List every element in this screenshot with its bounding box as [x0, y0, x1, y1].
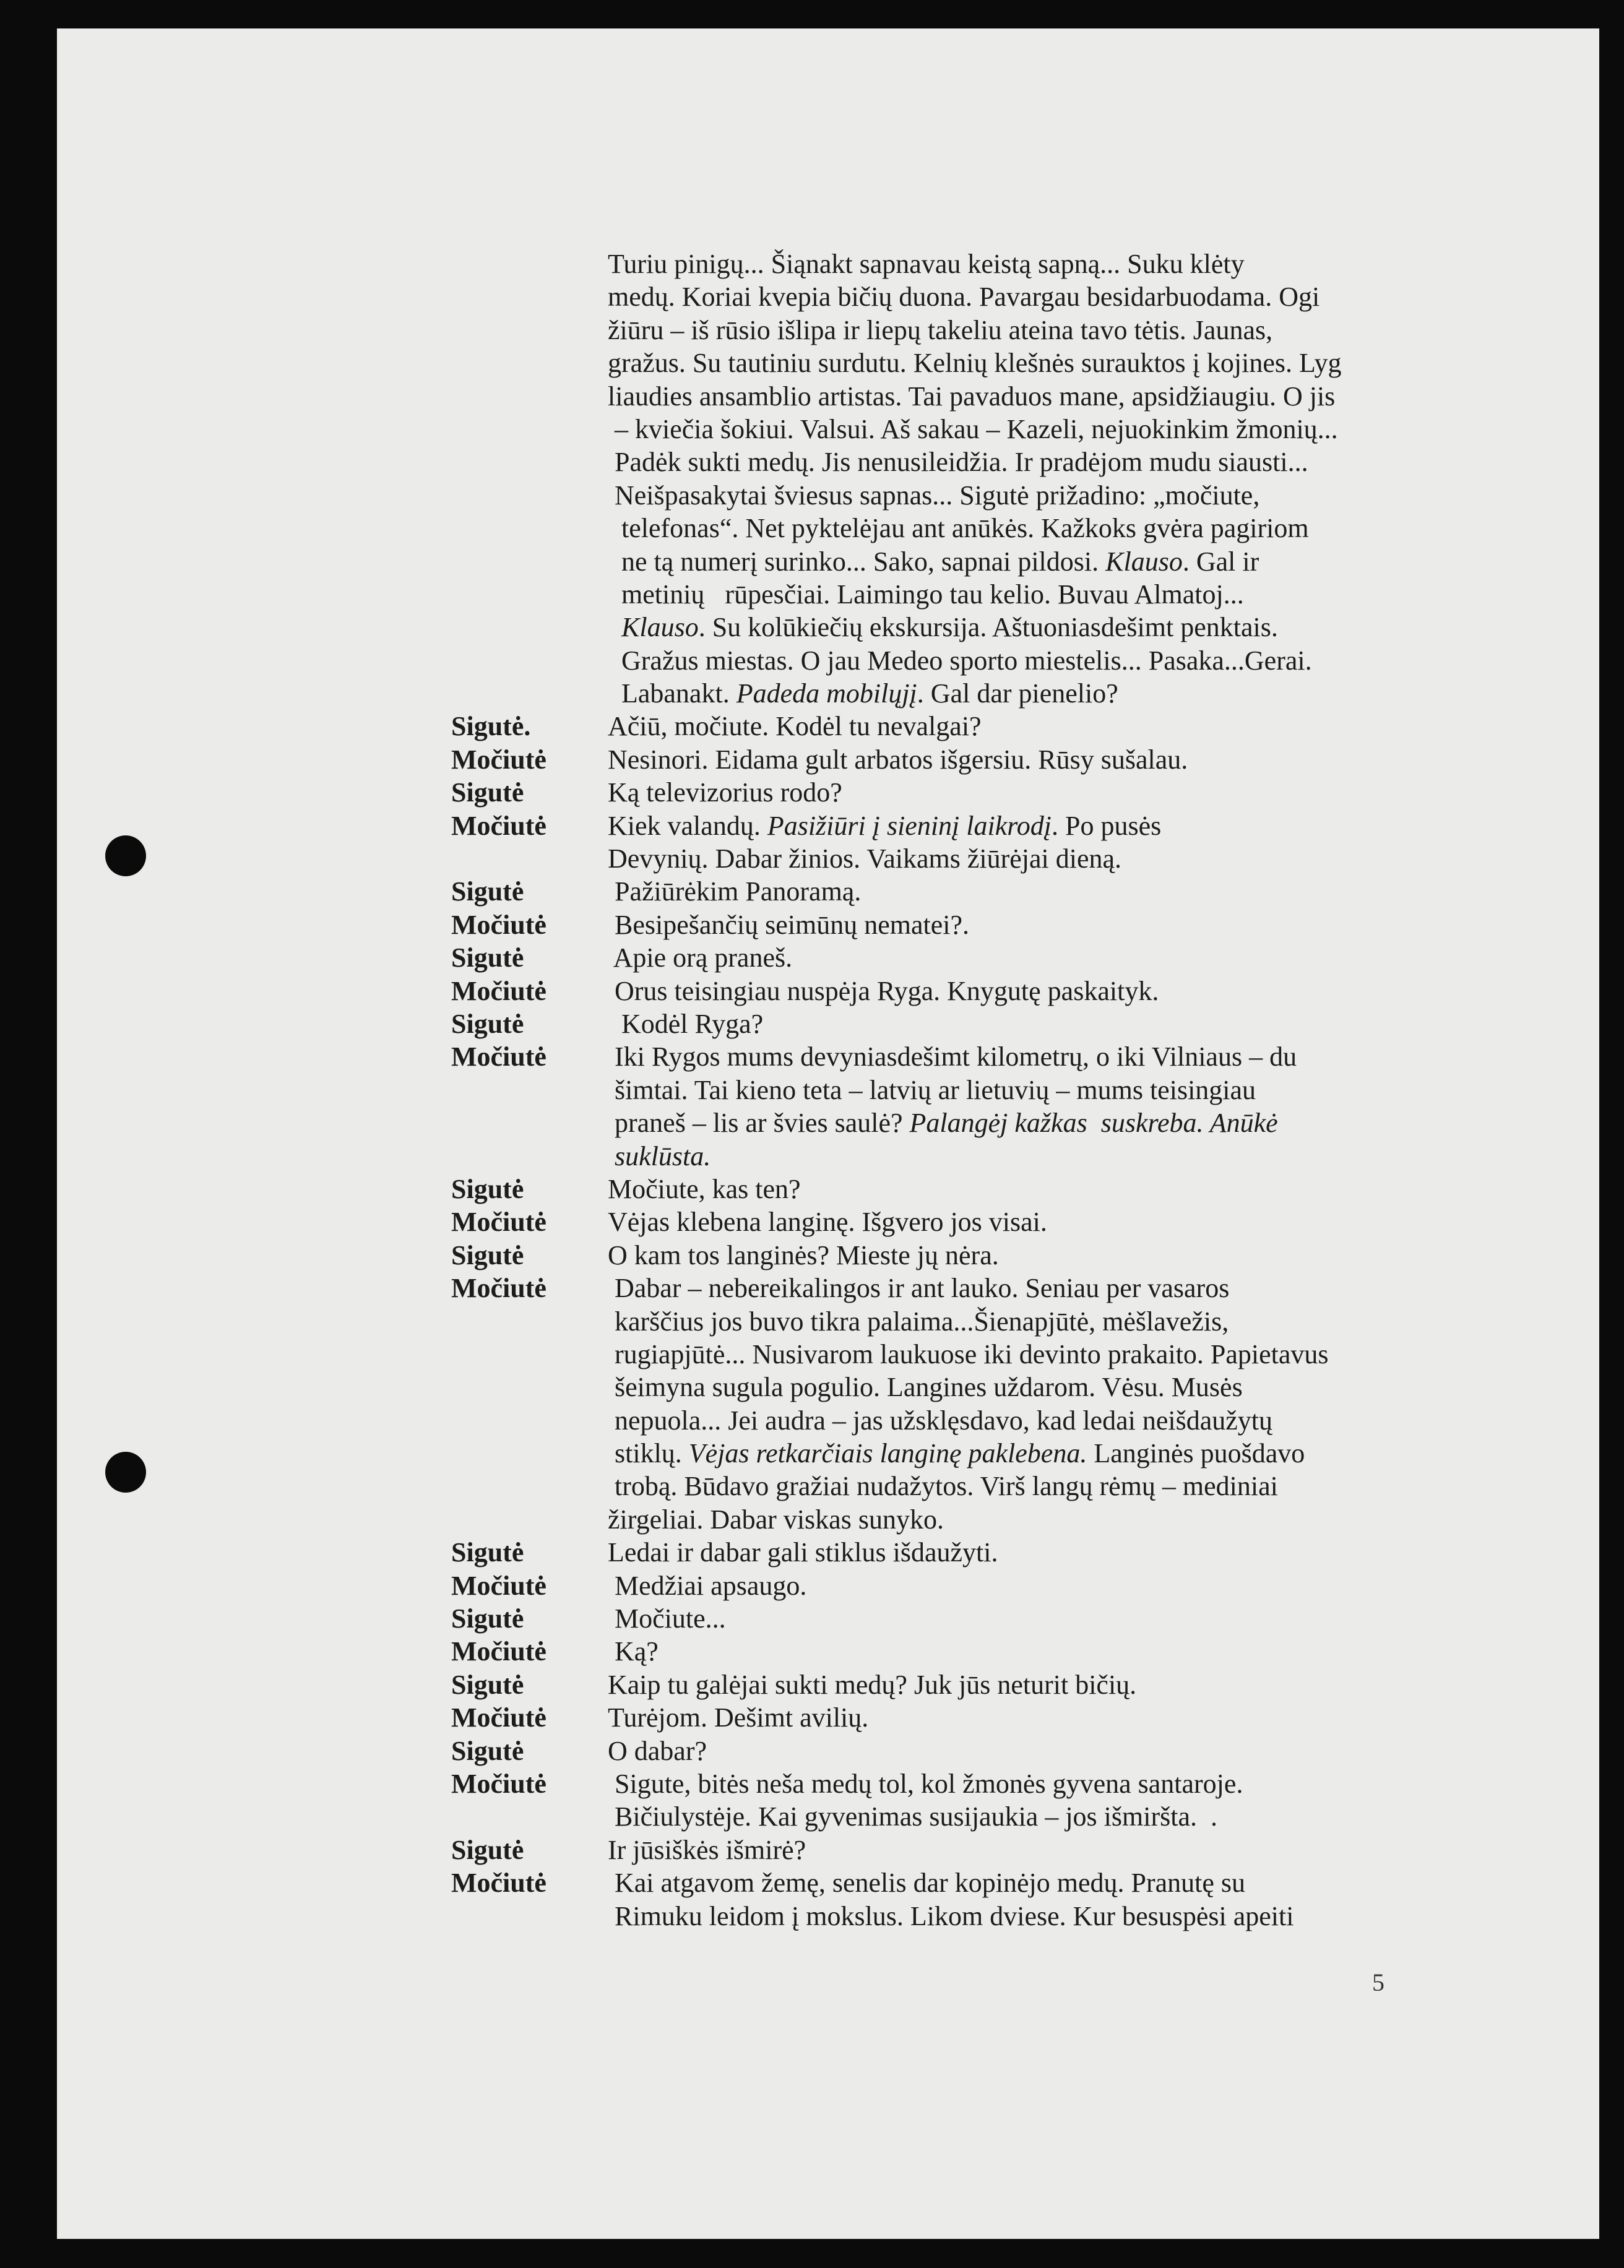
dialogue-line: [57, 1668, 1599, 1701]
text-line: [57, 644, 1599, 677]
dialogue-line: [57, 975, 1599, 1007]
speaker-name: Sigutė: [451, 1008, 524, 1039]
dialogue-line: [57, 743, 1599, 776]
text-segment: Padėk sukti medų. Jis nenusileidžia. Ir pradėjom mudu siausti...: [608, 447, 1308, 478]
line-text: [608, 1371, 1243, 1403]
line-text: [608, 1040, 1297, 1073]
line-text: [608, 280, 1320, 313]
text-segment: Ir jūsiškės išmirė?: [608, 1834, 806, 1865]
line-text: [608, 1173, 801, 1205]
speaker-name: Močiutė: [451, 1207, 546, 1238]
text-line: [57, 611, 1599, 644]
line-text: [608, 1536, 998, 1569]
text-line: [57, 1338, 1599, 1371]
dialogue-line: [57, 1834, 1599, 1866]
dialogue-line: [57, 1239, 1599, 1272]
text-segment: karščius jos buvo tikra palaima...Šienapjūtė, mėšlavežis,: [608, 1306, 1229, 1337]
text-segment: Nesinori. Eidama gult arbatos išgersiu. Rūsy sušalau.: [608, 744, 1188, 775]
line-text: [608, 941, 792, 974]
text-segment: žiūru – iš rūsio išlipa ir liepų takeliu ateina tavo tėtis. Jaunas,: [608, 314, 1273, 345]
speaker-name: Sigutė: [451, 1173, 524, 1204]
text-line: [57, 1106, 1599, 1139]
text-segment: O dabar?: [608, 1735, 707, 1766]
speaker-name: Sigutė: [451, 1735, 524, 1766]
text-line: [57, 1437, 1599, 1470]
text-segment: metinių rūpesčiai. Laimingo tau kelio. Buvau Almatoj...: [608, 579, 1244, 610]
line-text: [608, 545, 1259, 578]
speaker-name: Sigutė: [451, 1603, 524, 1634]
text-segment: trobą. Būdavo gražiai nudažytos. Virš langų rėmų – mediniai: [608, 1471, 1278, 1502]
text-line: [57, 512, 1599, 545]
line-text: [608, 1305, 1229, 1338]
text-segment: Bičiulystėje. Kai gyvenimas susijaukia – jos išmiršta. .: [608, 1801, 1217, 1832]
line-text: [608, 776, 842, 809]
line-text: [608, 1470, 1278, 1503]
text-segment: nepuola... Jei audra – jas užsklęsdavo, kad ledai neišdaužytų: [608, 1405, 1273, 1436]
speaker-name: Močiutė: [451, 1570, 546, 1601]
dialogue-line: [57, 1866, 1599, 1899]
stage-direction: Padeda mobilųjį: [736, 678, 917, 709]
line-text: [608, 1900, 1294, 1933]
text-segment: rugiapjūtė... Nusivarom laukuose iki devinto prakaito. Papietavus: [608, 1339, 1329, 1369]
line-text: [608, 842, 1121, 875]
line-text: [608, 611, 1278, 644]
text-segment: gražus. Su tautiniu surdutu. Kelnių klešnės surauktos į kojines. Lyg: [608, 348, 1342, 379]
text-segment: Gražus miestas. O jau Medeo sporto miestelis... Pasaka...Gerai.: [608, 645, 1312, 676]
text-line: [57, 578, 1599, 611]
text-segment: Turiu pinigų... Šiąnakt sapnavau keistą sapną... Suku klėty: [608, 249, 1245, 279]
text-line: [57, 1900, 1599, 1933]
text-line: [57, 1404, 1599, 1437]
line-text: [608, 743, 1188, 776]
speaker-name: Močiutė: [451, 1636, 546, 1667]
text-segment: Devynių. Dabar žinios. Vaikams žiūrėjai dieną.: [608, 843, 1122, 874]
text-line: [57, 1305, 1599, 1338]
speaker-name: Močiutė: [451, 1041, 546, 1072]
text-segment: šimtai. Tai kieno teta – latvių ar lietuvių – mums teisingiau: [608, 1074, 1256, 1105]
line-text: [608, 1106, 1278, 1139]
line-text: [608, 248, 1245, 280]
speaker-name: Sigutė.: [451, 711, 531, 742]
dialogue-line: [57, 1569, 1599, 1602]
dialogue-line: [57, 1040, 1599, 1073]
text-segment: – kviečia šokiui. Valsui. Aš sakau – Kazeli, nejuokinkim žmonių...: [608, 413, 1338, 444]
dialogue-line: [57, 1735, 1599, 1767]
line-text: [608, 1834, 806, 1866]
text-segment: Iki Rygos mums devyniasdešimt kilometrų, o iki Vilniaus – du: [608, 1041, 1297, 1072]
dialogue-line: [57, 941, 1599, 974]
text-line: [57, 1800, 1599, 1833]
text-segment: ne tą numerį surinko... Sako, sapnai pildosi.: [608, 546, 1106, 577]
text-line: [57, 280, 1599, 313]
line-text: [608, 1272, 1229, 1304]
line-text: [608, 809, 1161, 842]
text-segment: Ką televizorius rodo?: [608, 777, 842, 808]
text-segment: . Su kolūkiečių ekskursija. Aštuoniasdešimt penktais.: [698, 612, 1278, 643]
stage-direction: Klauso: [621, 612, 699, 643]
speaker-name: Močiutė: [451, 1702, 546, 1733]
stage-direction: suklūsta.: [615, 1140, 711, 1171]
line-text: [608, 413, 1338, 446]
line-text: [608, 314, 1272, 347]
text-segment: . Gal ir: [1182, 546, 1259, 577]
text-line: [57, 677, 1599, 710]
text-line: [57, 248, 1599, 280]
speaker-name: Sigutė: [451, 1834, 524, 1865]
stage-direction: Klauso: [1105, 546, 1183, 577]
text-segment: žirgeliai. Dabar viskas sunyko.: [608, 1504, 944, 1535]
text-segment: Ką?: [608, 1636, 659, 1667]
line-text: [608, 1338, 1329, 1371]
line-text: [608, 479, 1259, 512]
text-segment: Turėjom. Dešimt avilių.: [608, 1702, 869, 1733]
speaker-name: Sigutė: [451, 942, 524, 973]
text-line: [57, 446, 1599, 478]
text-segment: Kodėl Ryga?: [608, 1008, 764, 1039]
text-segment: Ačiū, močiute. Kodėl tu nevalgai?: [608, 711, 982, 742]
text-segment: Močiute...: [608, 1603, 726, 1634]
text-segment: medų. Koriai kvepia bičių duona. Pavargau besidarbuodama. Ogi: [608, 282, 1320, 313]
speaker-name: Sigutė: [451, 777, 524, 808]
text-line: [57, 1140, 1599, 1173]
dialogue-line: [57, 875, 1599, 908]
text-segment: . Po pusės: [1051, 810, 1162, 841]
page-number: 5: [1372, 1968, 1384, 1996]
line-text: [608, 710, 982, 743]
text-line: [57, 1371, 1599, 1403]
dialogue-line: [57, 809, 1599, 842]
text-segment: Langinės puošdavo: [1087, 1438, 1305, 1469]
stage-direction: Vėjas retkarčiais langinę paklebena.: [688, 1438, 1087, 1469]
line-text: [608, 1735, 707, 1767]
speaker-name: Sigutė: [451, 876, 524, 907]
line-text: [608, 512, 1309, 545]
text-segment: Apie orą praneš.: [608, 942, 793, 973]
dialogue-line: [57, 1701, 1599, 1734]
line-text: [608, 380, 1335, 413]
text-segment: . Gal dar pienelio?: [917, 678, 1118, 709]
text-line: [57, 314, 1599, 347]
text-segment: [608, 1141, 615, 1171]
text-segment: Kai atgavom žemę, senelis dar kopinėjo medų. Pranutę su: [608, 1868, 1246, 1899]
text-segment: telefonas“. Net pyktelėjau ant anūkės. Kažkoks gvėra pagiriom: [608, 513, 1309, 544]
line-text: [608, 446, 1308, 478]
text-segment: Sigute, bitės neša medų tol, kol žmonės gyvena santaroje.: [608, 1768, 1243, 1799]
text-segment: Kaip tu galėjai sukti medų? Juk jūs neturit bičių.: [608, 1669, 1137, 1700]
line-text: [608, 1635, 659, 1668]
line-text: [608, 1569, 806, 1602]
text-segment: stiklų.: [608, 1438, 689, 1469]
line-text: [608, 1701, 868, 1734]
text-line: [57, 380, 1599, 413]
line-text: [608, 677, 1118, 710]
speaker-name: Sigutė: [451, 1240, 524, 1270]
text-segment: Besipešančių seimūnų nematei?.: [608, 909, 970, 940]
text-segment: Pažiūrėkim Panoramą.: [608, 876, 862, 907]
line-text: [608, 1140, 710, 1173]
stage-direction: Pasižiūri į sieninį laikrodį: [767, 810, 1052, 841]
text-segment: Vėjas klebena langinę. Išgvero jos visai.: [608, 1207, 1047, 1238]
speaker-name: Močiutė: [451, 975, 546, 1006]
stage-direction: Palangėj kažkas suskreba. Anūkė: [909, 1108, 1278, 1139]
dialogue-line: [57, 1767, 1599, 1800]
text-segment: praneš – lis ar švies saulė?: [608, 1108, 910, 1139]
dialogue-line: [57, 1635, 1599, 1668]
text-segment: liaudies ansamblio artistas. Tai pavaduos mane, apsidžiaugiu. O jis: [608, 381, 1336, 412]
line-text: [608, 1602, 726, 1635]
line-text: [608, 644, 1312, 677]
dialogue-line: [57, 710, 1599, 743]
text-segment: Medžiai apsaugo.: [608, 1570, 807, 1601]
text-segment: Dabar – nebereikalingos ir ant lauko. Seniau per vasaros: [608, 1273, 1230, 1304]
text-segment: Neišpasakytai šviesus sapnas... Sigutė prižadino: „močiute,: [608, 480, 1260, 511]
text-line: [57, 1503, 1599, 1536]
dialogue-line: [57, 908, 1599, 941]
dialogue-line: [57, 1536, 1599, 1569]
line-text: [608, 1800, 1217, 1833]
line-text: [608, 347, 1341, 379]
dialogue-line: [57, 1173, 1599, 1205]
line-text: [608, 1239, 999, 1272]
text-line: [57, 545, 1599, 578]
speaker-name: Močiutė: [451, 810, 546, 841]
dialogue-line: [57, 1007, 1599, 1040]
speaker-name: Močiutė: [451, 744, 546, 775]
speaker-name: Sigutė: [451, 1537, 524, 1568]
text-line: [57, 413, 1599, 446]
line-text: [608, 1074, 1256, 1106]
text-segment: šeimyna sugula pogulio. Langines uždarom. Vėsu. Musės: [608, 1372, 1243, 1403]
dialogue-line: [57, 776, 1599, 809]
text-segment: O kam tos langinės? Mieste jų nėra.: [608, 1240, 999, 1270]
line-text: [608, 1503, 944, 1536]
text-segment: [608, 612, 621, 642]
line-text: [608, 1404, 1272, 1437]
text-line: [57, 1470, 1599, 1503]
text-line: [57, 347, 1599, 379]
line-text: [608, 1668, 1136, 1701]
line-text: [608, 1007, 763, 1040]
line-text: [608, 908, 969, 941]
line-text: [608, 578, 1244, 611]
speaker-name: Sigutė: [451, 1669, 524, 1700]
speaker-name: Močiutė: [451, 1768, 546, 1799]
text-segment: Kiek valandų.: [608, 810, 767, 841]
line-text: [608, 975, 1159, 1007]
line-text: [608, 875, 861, 908]
speaker-name: Močiutė: [451, 909, 546, 940]
text-segment: Močiute, kas ten?: [608, 1173, 801, 1204]
text-line: [57, 1074, 1599, 1106]
line-text: [608, 1205, 1047, 1238]
text-segment: Labanakt.: [608, 678, 736, 709]
speaker-name: Močiutė: [451, 1273, 546, 1304]
dialogue-line: [57, 1272, 1599, 1304]
line-text: [608, 1767, 1243, 1800]
text-segment: Ledai ir dabar gali stiklus išdaužyti.: [608, 1537, 998, 1568]
script-text: [57, 248, 1599, 1933]
document-page: [57, 28, 1599, 2239]
text-line: [57, 842, 1599, 875]
dialogue-line: [57, 1602, 1599, 1635]
dialogue-line: [57, 1205, 1599, 1238]
text-segment: Rimuku leidom į mokslus. Likom dviese. Kur besuspėsi apeiti: [608, 1900, 1294, 1931]
text-line: [57, 479, 1599, 512]
speaker-name: Močiutė: [451, 1868, 546, 1899]
line-text: [608, 1866, 1245, 1899]
line-text: [608, 1437, 1305, 1470]
text-segment: Orus teisingiau nuspėja Ryga. Knygutę paskaityk.: [608, 975, 1159, 1006]
